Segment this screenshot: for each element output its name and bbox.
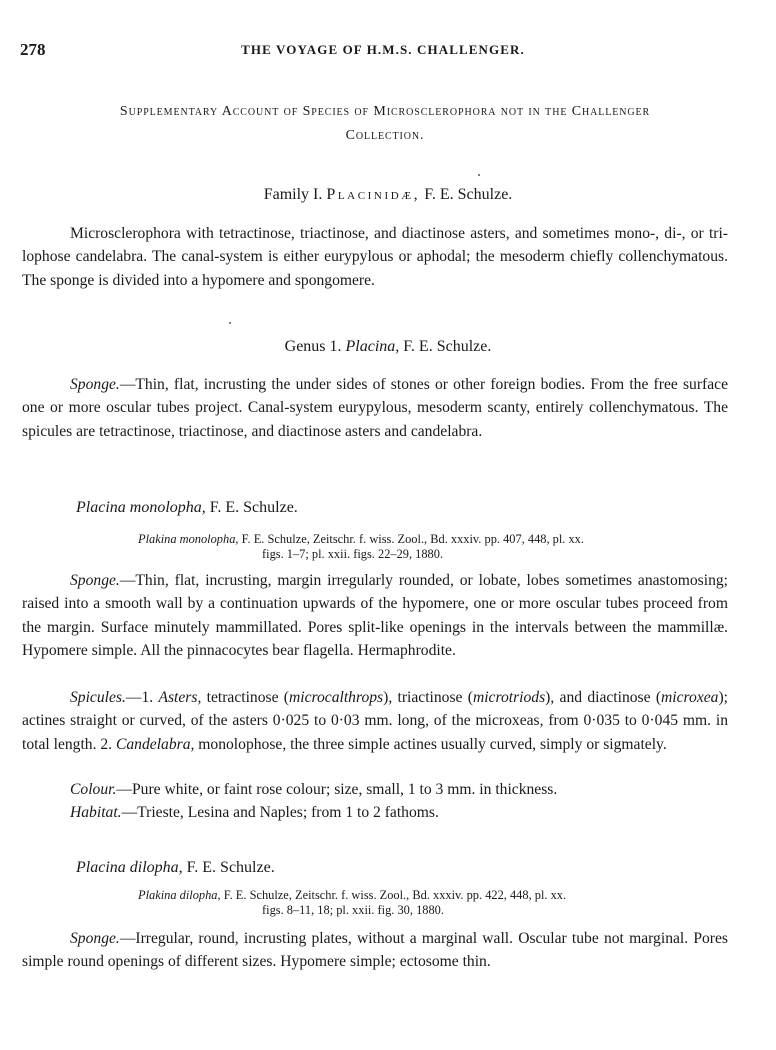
- habitat-text: —Trieste, Lesina and Naples; from 1 to 2 fathoms.: [121, 804, 439, 821]
- species2-sponge: [22, 927, 728, 974]
- species-heading-monolopha: [76, 499, 298, 517]
- family-prefix: Family I.: [263, 186, 323, 203]
- spicules-text-part: ); actines straight or curved, of the asters 0·025 to 0·03 mm. long, of the microxeas, from 0·035 to 0·045 mm. in total length. 2.: [22, 689, 728, 753]
- family-name: Placinidæ,: [326, 186, 421, 203]
- section-title-line2: Collection.: [345, 128, 425, 143]
- section-title-line1: Supplementary Account of Species of Microsclerophora not in the Challenger: [119, 104, 651, 119]
- running-title: THE VOYAGE OF H.M.S. CHALLENGER.: [241, 42, 525, 57]
- microtriods-term: microtriods: [472, 689, 546, 706]
- synonym-reference-dilopha: [138, 886, 728, 904]
- species-name: Placina monolopha,: [76, 499, 206, 516]
- synonym-ref-line2: figs. 1–7; pl. xxii. figs. 22–29, 1880.: [262, 547, 444, 561]
- genus-author: F. E. Schulze.: [403, 338, 492, 355]
- candelabra-term: Candelabra,: [115, 735, 195, 753]
- spicules-text-part: tetractinose (: [201, 689, 289, 706]
- spicules-text-part: —1.: [125, 689, 159, 706]
- family-heading: [0, 186, 776, 204]
- colour-label: Colour.: [70, 781, 117, 798]
- species-heading-dilopha: [76, 859, 275, 877]
- synonym-name: Plakina dilopha,: [138, 888, 221, 902]
- sponge-label: Sponge.: [70, 572, 120, 589]
- page-header: [20, 40, 746, 62]
- species1-habitat: [22, 801, 728, 824]
- asters-term: Asters,: [158, 689, 202, 706]
- colour-text: —Pure white, or faint rose colour; size, small, 1 to 3 mm. in thickness.: [116, 781, 558, 798]
- species-name: Placina dilopha,: [76, 859, 183, 876]
- spicules-text-part: ), and diactinose (: [545, 689, 662, 706]
- family-author: F. E. Schulze.: [424, 186, 513, 203]
- genus-heading: [0, 338, 776, 356]
- sponge-label: Sponge.: [70, 930, 120, 947]
- speck-mark-2: [229, 322, 231, 324]
- synonym-ref-line2: figs. 8–11, 18; pl. xxii. fig. 30, 1880.: [262, 903, 444, 917]
- speck-mark: [478, 174, 480, 176]
- genus-description: [22, 373, 728, 443]
- genus-prefix: Genus 1.: [284, 338, 342, 355]
- section-title: [22, 100, 748, 148]
- spicules-text-part: ), triactinose (: [383, 689, 473, 706]
- species1-sponge: [22, 569, 728, 663]
- spicules-label: Spicules.: [70, 689, 126, 706]
- species1-colour: [22, 778, 728, 801]
- genus-sponge-text: —Thin, flat, incrusting the under sides of stones or other foreign bodies. From the free surface one or more oscular tubes project. Canal-system eurypylous, mesoderm scanty, entirely collenchymatous. The spicules are tetractinose, triactinose, and diactinose asters and candelabra.: [22, 376, 728, 440]
- family-description: Microsclerophora with tetractinose, triactinose, and diactinose asters, and sometimes mono-, di-, or tri-lophose candelabra. The canal-system is either eurypylous or aphodal; the mesoderm chiefly collenchymatous. The sponge is divided into a hypomere and spongomere.: [22, 225, 728, 289]
- synonym-ref-line1: F. E. Schulze, Zeitschr. f. wiss. Zool., Bd. xxxiv. pp. 407, 448, pl. xx.: [241, 532, 584, 546]
- synonym-reference-monolopha: [138, 530, 728, 548]
- synonym-name: Plakina monolopha,: [138, 532, 239, 546]
- microxea-term: microxea: [661, 689, 719, 706]
- genus-sponge-label: Sponge.: [70, 376, 120, 393]
- spicules-text-part: monolophose, the three simple actines usually curved, simply or sigmately.: [194, 735, 667, 753]
- species-author: F. E. Schulze.: [186, 859, 275, 876]
- sponge-text: —Thin, flat, incrusting, margin irregularly rounded, or lobate, lobes sometimes anastomosing; raised into a smooth wall by a continuation upwards of the hypomere, one or more oscular tubes proceed from the margin. Surface minutely mammillated. Pores split-like openings in the intervals between the mammillæ. Hypomere simple. All the pinnacocytes bear flagella. Hermaphrodite.: [22, 572, 728, 660]
- species1-spicules: [22, 686, 728, 756]
- microcalthrops-term: microcalthrops: [288, 689, 384, 706]
- sponge-text: —Irregular, round, incrusting plates, without a marginal wall. Oscular tube not marginal. Pores simple round openings of different sizes. Hypomere simple; ectosome thin.: [22, 930, 728, 971]
- synonym-ref-line1: F. E. Schulze, Zeitschr. f. wiss. Zool., Bd. xxxiv. pp. 422, 448, pl. xx.: [223, 888, 567, 902]
- genus-name: Placina,: [345, 338, 400, 355]
- species-author: F. E. Schulze.: [209, 499, 298, 516]
- page-number: 278: [20, 40, 46, 59]
- habitat-label: Habitat.: [70, 804, 122, 821]
